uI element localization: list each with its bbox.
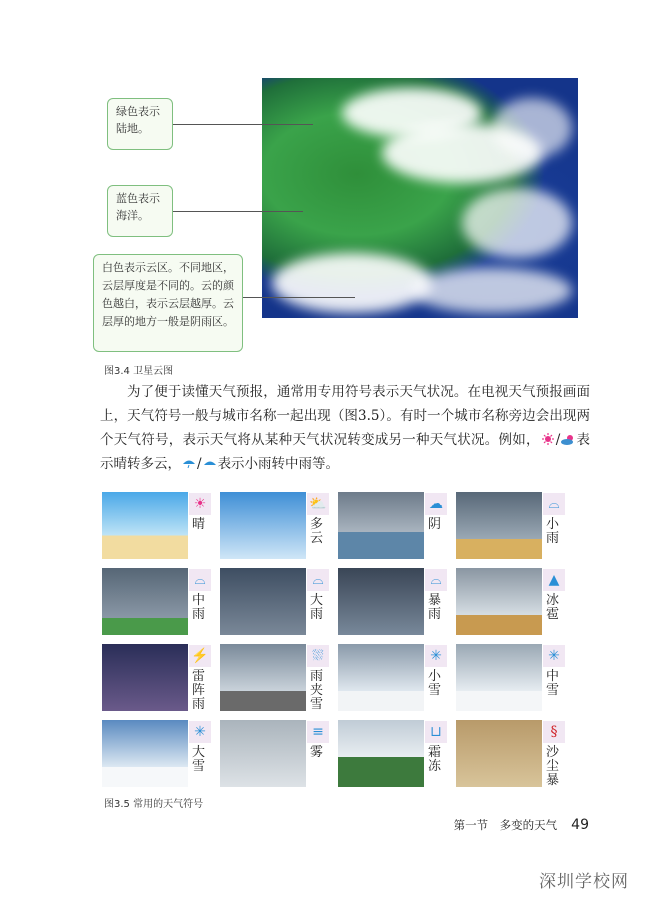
sun-cloud-icon: ⛅ bbox=[307, 493, 329, 515]
hail-icon: ▲ bbox=[543, 569, 565, 591]
figure-3-5-caption: 图3.5 常用的天气符号 bbox=[104, 799, 204, 810]
slash-2: / bbox=[197, 456, 202, 472]
callout-land bbox=[107, 98, 173, 150]
paragraph-part3: 表示小雨转中雨等。 bbox=[217, 456, 340, 472]
weather-illustration-snow-hut bbox=[456, 644, 542, 711]
weather-cell bbox=[456, 492, 566, 559]
weather-name: 雨夹雪 bbox=[310, 669, 324, 712]
callout-land-text: 绿色表示陆地。 bbox=[116, 105, 160, 135]
weather-name: 暴雨 bbox=[428, 593, 442, 622]
leader-line-ocean bbox=[173, 211, 303, 212]
weather-name: 小雨 bbox=[546, 517, 560, 546]
callout-ocean-text: 蓝色表示海洋。 bbox=[116, 192, 160, 222]
footer-section: 第一节 多变的天气 bbox=[453, 818, 558, 832]
weather-illustration-sandstorm bbox=[456, 720, 542, 787]
weather-name: 霜冻 bbox=[428, 745, 442, 774]
figure-3-4-caption: 图3.4 卫星云图 bbox=[104, 366, 174, 377]
frost-icon: ⊔ bbox=[425, 721, 447, 743]
heavy-snow-icon: ✳ bbox=[189, 721, 211, 743]
slash-1: / bbox=[555, 432, 561, 448]
cloud-icon: ☁ bbox=[425, 493, 447, 515]
weather-cell bbox=[338, 492, 448, 559]
weather-cell bbox=[338, 568, 448, 635]
moderate-snow-icon: ✳ bbox=[543, 645, 565, 667]
page-footer bbox=[454, 817, 589, 833]
weather-cell bbox=[456, 644, 566, 711]
light-rain-icon: ⌓ bbox=[543, 493, 565, 515]
weather-name: 雾 bbox=[310, 745, 324, 760]
weather-illustration-storm-house bbox=[338, 568, 424, 635]
weather-name: 多云 bbox=[310, 517, 324, 546]
weather-cell bbox=[220, 644, 330, 711]
heavy-rain-icon: ⌓ bbox=[307, 569, 329, 591]
watermark: 深圳学校网 bbox=[539, 872, 629, 892]
weather-cell bbox=[102, 644, 212, 711]
thunder-icon: ⚡ bbox=[189, 645, 211, 667]
satellite-cloud-image bbox=[262, 78, 578, 318]
weather-illustration-fog-car bbox=[220, 720, 306, 787]
weather-illustration-cloudy-sky bbox=[220, 492, 306, 559]
weather-cell bbox=[338, 644, 448, 711]
weather-illustration-city-rain bbox=[220, 568, 306, 635]
weather-illustration-bus bbox=[220, 644, 306, 711]
callout-cloud bbox=[93, 254, 243, 352]
sleet-icon: ⛆ bbox=[307, 645, 329, 667]
weather-illustration-snowman bbox=[102, 720, 188, 787]
paragraph-part2: 表示晴转多云， bbox=[100, 432, 591, 472]
moderate-rain-icon bbox=[202, 457, 218, 469]
weather-cell bbox=[220, 568, 330, 635]
light-rain-icon bbox=[181, 457, 197, 469]
light-snow-icon: ✳ bbox=[425, 645, 447, 667]
page-number: 49 bbox=[571, 817, 589, 833]
weather-cell bbox=[338, 720, 448, 787]
weather-name: 冰雹 bbox=[546, 593, 560, 622]
leader-line-land bbox=[173, 124, 313, 125]
sandstorm-icon: § bbox=[543, 721, 565, 743]
leader-line-cloud bbox=[243, 297, 355, 298]
weather-cell bbox=[102, 492, 212, 559]
weather-name: 雷阵雨 bbox=[192, 669, 206, 712]
weather-cell bbox=[456, 720, 566, 787]
sun-icon: ☀ bbox=[189, 493, 211, 515]
weather-name: 阴 bbox=[428, 517, 442, 532]
callout-ocean bbox=[107, 185, 173, 237]
weather-name: 大雨 bbox=[310, 593, 324, 622]
weather-cell bbox=[456, 568, 566, 635]
paragraph-part1: 为了便于读懂天气预报，通常用专用符号表示天气状况。在电视天气预报画面上，天气符号一般与城市名称一起出现（图3.5）。有时一个城市名称旁边会出现两个天气符号，表示天气将从某种天气状况转变成另一种天气状况。例如， bbox=[100, 384, 590, 448]
weather-illustration-snow-car bbox=[338, 644, 424, 711]
weather-cell bbox=[102, 568, 212, 635]
weather-illustration-light-rain bbox=[456, 492, 542, 559]
weather-cell bbox=[102, 720, 212, 787]
weather-illustration-sunny-beach bbox=[102, 492, 188, 559]
callout-cloud-text: 白色表示云区。不同地区，云层厚度是不同的。云的颜色越白，表示云层越厚。云层厚的地方一般是阴雨区。 bbox=[102, 261, 234, 328]
weather-name: 沙尘暴 bbox=[546, 745, 560, 788]
weather-illustration-lightning-city bbox=[102, 644, 188, 711]
weather-illustration-frost-cabbage bbox=[338, 720, 424, 787]
weather-name: 中雪 bbox=[546, 669, 560, 698]
moderate-rain-icon: ⌓ bbox=[189, 569, 211, 591]
sun-icon bbox=[540, 433, 556, 445]
weather-illustration-umbrellas bbox=[102, 568, 188, 635]
weather-cell bbox=[220, 492, 330, 559]
weather-name: 大雪 bbox=[192, 745, 206, 774]
weather-name: 中雨 bbox=[192, 593, 206, 622]
body-paragraph bbox=[100, 380, 590, 476]
fog-icon: ≡ bbox=[307, 721, 329, 743]
weather-cell bbox=[220, 720, 330, 787]
weather-name: 晴 bbox=[192, 517, 206, 532]
sun-cloud-icon bbox=[560, 433, 576, 445]
weather-name: 小雪 bbox=[428, 669, 442, 698]
weather-illustration-hail-house bbox=[456, 568, 542, 635]
rainstorm-icon: ⌓ bbox=[425, 569, 447, 591]
weather-illustration-overcast-sea bbox=[338, 492, 424, 559]
